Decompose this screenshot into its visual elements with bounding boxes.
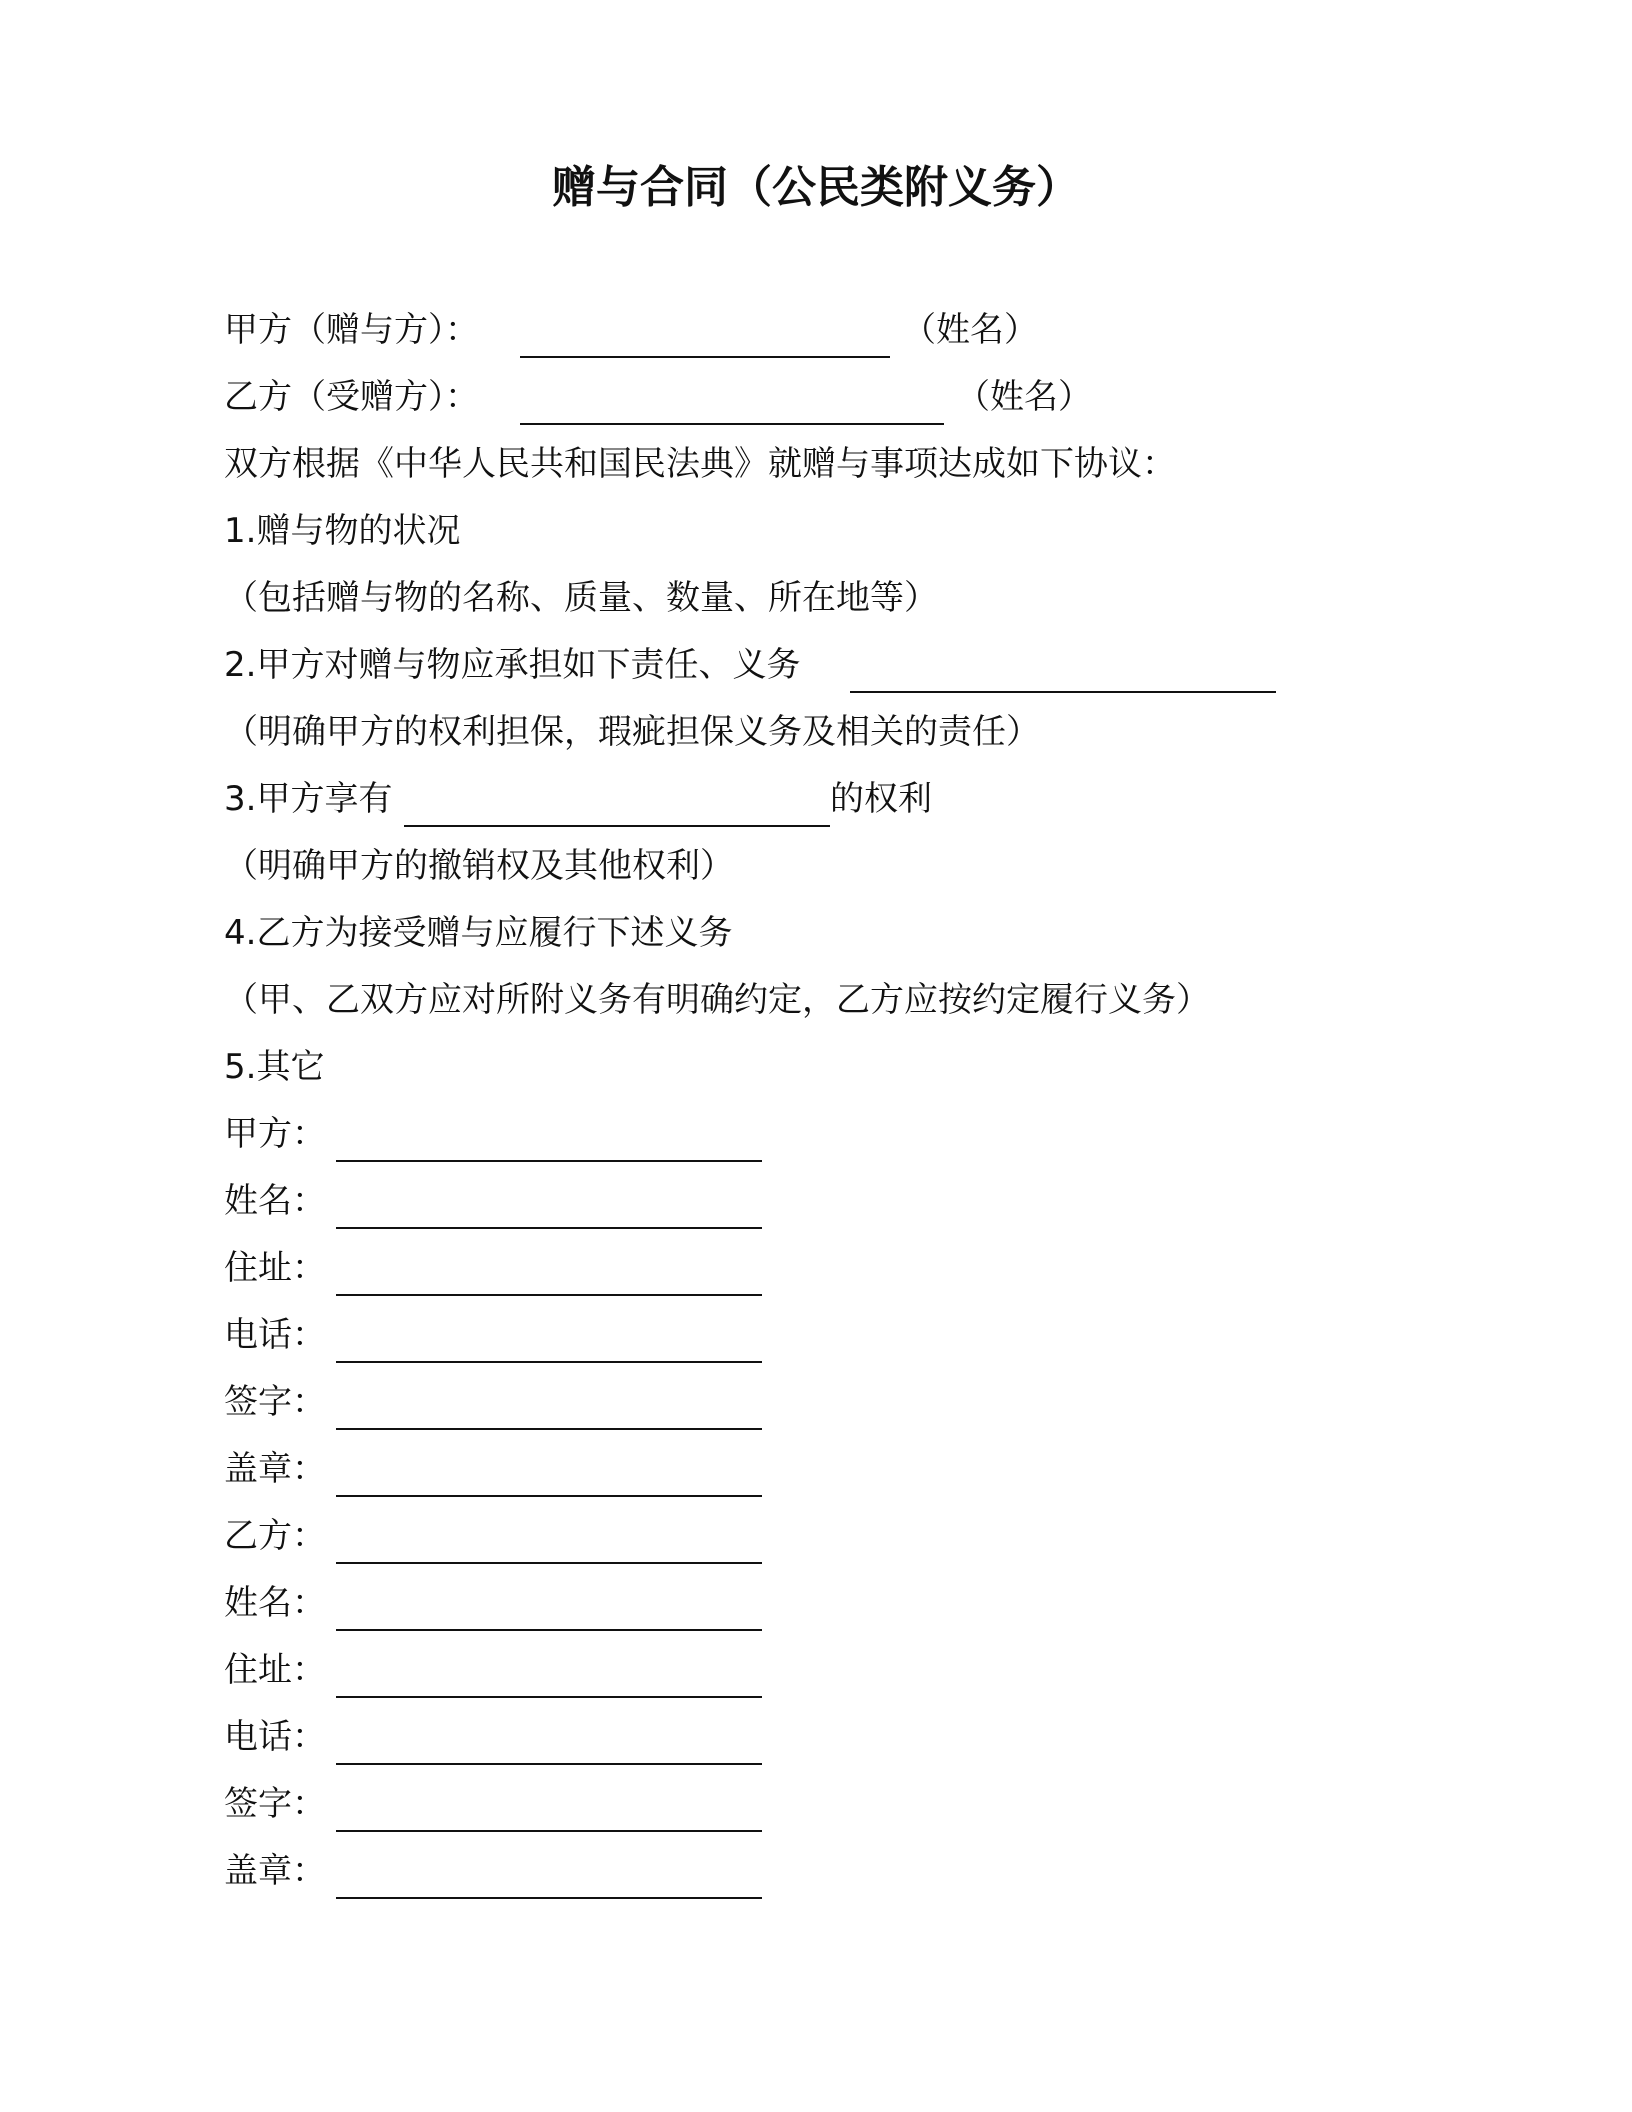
document-title: 赠与合同（公民类附义务） (552, 162, 1080, 213)
sig-a-seal-field[interactable] (336, 1495, 762, 1497)
sig-a-sign-label: 签字： (224, 1382, 326, 1422)
clause-5: 5.其它 (224, 1047, 325, 1087)
party-b-name-suffix: （姓名） (956, 377, 1092, 417)
clause-4: 4.乙方为接受赠与应履行下述义务 (224, 913, 733, 953)
party-a-name-suffix: （姓名） (902, 310, 1038, 350)
clause-3-suffix: 的权利 (830, 779, 932, 819)
sig-a-address-label: 住址： (224, 1248, 326, 1288)
clause-2-field[interactable] (850, 691, 1276, 693)
sig-a-seal-label: 盖章： (224, 1449, 326, 1489)
sig-b-address-field[interactable] (336, 1696, 762, 1698)
clause-4-note: （甲、乙双方应对所附义务有明确约定，乙方应按约定履行义务） (224, 980, 1210, 1020)
sig-a-name-label: 姓名： (224, 1181, 326, 1221)
sig-b-name-field[interactable] (336, 1629, 762, 1631)
clause-2: 2.甲方对赠与物应承担如下责任、义务 (224, 645, 801, 685)
sig-b-sign-field[interactable] (336, 1830, 762, 1832)
clause-3-note: （明确甲方的撤销权及其他权利） (224, 846, 734, 886)
clause-2-note: （明确甲方的权利担保，瑕疵担保义务及相关的责任） (224, 712, 1040, 752)
sig-b-sign-label: 签字： (224, 1784, 326, 1824)
sig-a-phone-label: 电话： (224, 1315, 326, 1355)
party-a-label: 甲方（赠与方）： (224, 310, 479, 350)
party-b-name-field[interactable] (520, 423, 944, 425)
intro-text: 双方根据《中华人民共和国民法典》就赠与事项达成如下协议： (224, 444, 1176, 484)
clause-1-note: （包括赠与物的名称、质量、数量、所在地等） (224, 578, 938, 618)
sig-a-name-field[interactable] (336, 1227, 762, 1229)
clause-3-prefix: 3.甲方享有 (224, 779, 393, 819)
sig-a-address-field[interactable] (336, 1294, 762, 1296)
sig-b-name-label: 姓名： (224, 1583, 326, 1623)
sig-a-party-field[interactable] (336, 1160, 762, 1162)
sig-a-party-label: 甲方： (224, 1114, 326, 1154)
sig-b-address-label: 住址： (224, 1650, 326, 1690)
clause-1: 1.赠与物的状况 (224, 511, 461, 551)
sig-a-sign-field[interactable] (336, 1428, 762, 1430)
sig-b-seal-field[interactable] (336, 1897, 762, 1899)
sig-a-phone-field[interactable] (336, 1361, 762, 1363)
party-b-label: 乙方（受赠方）： (224, 377, 479, 417)
sig-b-phone-field[interactable] (336, 1763, 762, 1765)
clause-3-field[interactable] (404, 825, 830, 827)
sig-b-party-field[interactable] (336, 1562, 762, 1564)
sig-b-party-label: 乙方： (224, 1516, 326, 1556)
sig-b-seal-label: 盖章： (224, 1851, 326, 1891)
party-a-name-field[interactable] (520, 356, 890, 358)
sig-b-phone-label: 电话： (224, 1717, 326, 1757)
